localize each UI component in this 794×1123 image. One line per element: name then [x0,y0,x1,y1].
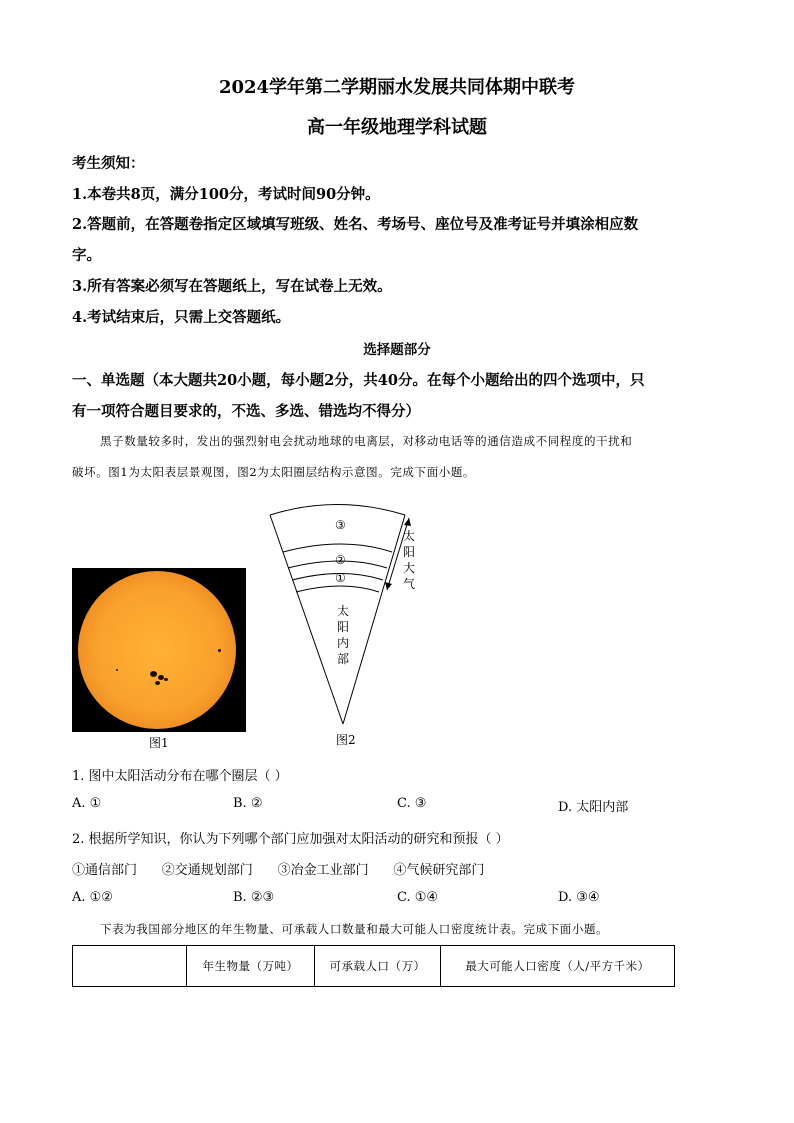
sunspot [218,649,221,652]
table-header-row [73,946,675,987]
arc-outer [270,505,405,516]
q2-option-a[interactable]: A. ①② [72,890,113,905]
question-1-stem: 1. 图中太阳活动分布在哪个圈层（ ） [72,769,288,784]
q2-option-d[interactable]: D. ③④ [558,890,600,905]
notice-item-1: 1.本卷共8页，满分100分，考试时间90分钟。 [72,186,380,203]
figure2-caption: 图2 [336,733,356,747]
notice-item-4: 4.考试结束后，只需上交答题纸。 [72,309,291,326]
atmosphere-label-char: 太 [403,529,416,543]
passage-2: 下表为我国部分地区的年生物量、可承载人口数量和最大可能人口密度统计表。完成下面小题。 [100,922,609,936]
interior-label-char: 部 [337,652,350,666]
sector-right-edge [343,515,405,724]
q1-option-d[interactable]: D. 太阳内部 [558,800,629,815]
passage-1-cont: 破坏。图1为太阳表层景观图，图2为太阳圈层结构示意图。完成下面小题。 [72,465,476,479]
sunspot [150,671,157,677]
q2-option-c[interactable]: C. ①④ [397,890,439,905]
layer-2-label: ② [335,553,346,567]
atmosphere-label-char: 气 [403,577,416,591]
q1-option-b[interactable]: B. ② [233,796,263,811]
interior-label-char: 阳 [337,620,350,634]
figure1-caption: 图1 [149,736,169,750]
table-header-cell: 可承载人口（万） [315,946,441,987]
question-2-stem: 2. 根据所学知识，你认为下列哪个部门应加强对太阳活动的研究和预报（ ） [72,832,509,847]
notice-item-2-cont: 字。 [72,247,101,264]
notice-item-2: 2.答题前，在答题卷指定区域填写班级、姓名、考场号、座位号及准考证号并填涂相应数 [72,216,639,233]
layer-3-label: ③ [335,518,346,532]
passage-1: 黑子数量较多时，发出的强烈射电会扰动地球的电离层，对移动电话等的通信造成不同程度的干扰和 [100,434,633,448]
sector-left-edge [270,515,343,724]
table-header-cell: 年生物量（万吨） [187,946,315,987]
atmosphere-label-char: 大 [403,561,416,575]
exam-subtitle: 高一年级地理学科试题 [307,117,487,138]
layer-1-label: ① [335,571,346,585]
atmosphere-label-char: 阳 [403,545,416,559]
sunspot [116,669,118,671]
part1-instruction: 一、单选题（本大题共20小题，每小题2分，共40分。在每个小题给出的四个选项中，只 [72,372,645,389]
q1-option-c[interactable]: C. ③ [397,796,427,811]
arc-1 [283,544,392,552]
arc-4 [296,586,379,592]
table-header-cell [73,946,187,987]
part1-instruction-cont: 有一项符合题目要求的，不选、多选、错选均不得分） [72,403,420,420]
arrow-head-bottom [385,582,392,590]
notice-item-3: 3.所有答案必须写在答题纸上，写在试卷上无效。 [72,278,392,295]
sun-disk [78,571,236,729]
q1-option-a[interactable]: A. ① [72,796,102,811]
sunspot [164,678,168,681]
table-header-cell: 最大可能人口密度（人/平方千米） [441,946,675,987]
exam-title: 2024学年第二学期丽水发展共同体期中联考 [218,77,576,98]
arrow-head-top [404,518,411,526]
notice-heading: 考生须知： [72,155,145,172]
sunspot [155,681,160,685]
section-title: 选择题部分 [363,342,431,358]
interior-label-char: 内 [337,636,350,650]
question-2-items: ①通信部门 ②交通规划部门 ③冶金工业部门 ④气候研究部门 [72,863,485,878]
interior-label-char: 太 [337,604,350,618]
q2-option-b[interactable]: B. ②③ [233,890,275,905]
figure2-sun-layers-diagram [265,498,425,730]
statistics-table [72,945,675,987]
figure1-sun-photo [72,568,246,732]
